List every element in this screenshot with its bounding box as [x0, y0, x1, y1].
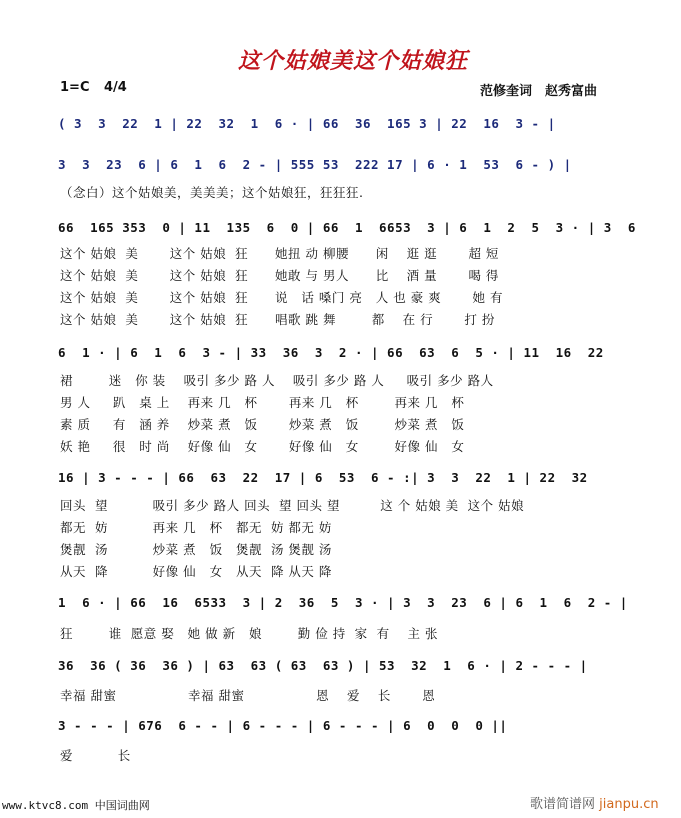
notes-line-8: 3 - - - | 676 6 - - | 6 - - - | 6 - - - | 6 0 0 0 ||: [58, 718, 508, 733]
lyric-line: 妖 艳 很 时 尚 好像 仙 女 好像 仙 女 好像 仙 女: [60, 439, 465, 454]
lyric-line: 煲靓 汤 炒菜 煮 饭 煲靓 汤 煲靓 汤: [60, 542, 332, 557]
song-title: 这个姑娘美这个姑娘狂: [238, 48, 469, 74]
notes-line-4: 6 1 · | 6 1 6 3 - | 33 36 3 2 · | 66 63 6 5 · | 11 16 22: [58, 345, 604, 360]
lyric-line: 男 人 趴 桌 上 再来 几 杯 再来 几 杯 再来 几 杯: [60, 395, 465, 410]
lyric-line: 这个 姑娘 美 这个 姑娘 狂 她扭 动 柳腰 闲 逛 逛 超 短: [60, 246, 499, 261]
watermark-left: www.ktvc8.com 中国词曲网: [2, 799, 150, 812]
lyric-line: 这个 姑娘 美 这个 姑娘 狂 唱歌 跳 舞 都 在 行 打 扮: [60, 312, 495, 327]
lyric-line: 这个 姑娘 美 这个 姑娘 狂 说 话 嗓门 亮 人 也 豪 爽 她 有: [60, 290, 503, 305]
watermark-right-text: 歌谱简谱网: [530, 797, 596, 812]
lyric-line: 从天 降 好像 仙 女 从天 降 从天 降: [60, 564, 332, 579]
watermark-right-brand: jianpu.cn: [599, 797, 659, 812]
lyric-line: 都无 妨 再来 几 杯 都无 妨 都无 妨: [60, 520, 332, 535]
key-signature: 1=C: [60, 80, 90, 95]
notes-line-3: 66 165 353 0 | 11 135 6 0 | 66 1 6653 3 | 6 1 2 5 3 · | 3 6: [58, 220, 636, 235]
notes-line-5: 16 | 3 - - - | 66 63 22 17 | 6 53 6 - :| 3 3 22 1 | 22 32: [58, 470, 588, 485]
lyric-line: 幸福 甜蜜 幸福 甜蜜 恩 爱 长 恩: [60, 688, 436, 703]
watermark-right: [530, 793, 659, 812]
lyric-line: 爱 长: [60, 748, 131, 763]
lyric-line: 这个 姑娘 美 这个 姑娘 狂 她敢 与 男人 比 酒 量 喝 得: [60, 268, 499, 283]
notes-line-6: 1 6 · | 66 16 6533 3 | 2 36 5 3 · | 3 3 23 6 | 6 1 6 2 - |: [58, 595, 628, 610]
intro-notes-line-1: ( 3 3 22 1 | 22 32 1 6 · | 66 36 165 3 | 22 16 3 - |: [58, 116, 556, 131]
time-signature: 4/4: [104, 80, 127, 95]
lyric-line: 狂 谁 愿意 娶 她 做 新 娘 勤 俭 持 家 有 主 张: [60, 626, 438, 641]
lyric-line: 素 质 有 涵 养 炒菜 煮 饭 炒菜 煮 饭 炒菜 煮 饭: [60, 417, 465, 432]
lyric-line: 回头 望 吸引 多少 路人 回头 望 回头 望 这 个 姑娘 美 这个 姑娘: [60, 498, 525, 513]
intro-notes-line-2: 3 3 23 6 | 6 1 6 2 - | 555 53 222 17 | 6 · 1 53 6 - ) |: [58, 157, 572, 172]
lyric-line: 裙 迷 你 装 吸引 多少 路 人 吸引 多少 路 人 吸引 多少 路人: [60, 373, 494, 388]
credits: 范修奎词 赵秀富曲: [480, 84, 598, 99]
spoken-line: （念白）这个姑娘美，美美美；这个姑娘狂，狂狂狂.: [60, 185, 364, 200]
notes-line-7: 36 36 ( 36 36 ) | 63 63 ( 63 63 ) | 53 32 1 6 · | 2 - - - |: [58, 658, 588, 673]
